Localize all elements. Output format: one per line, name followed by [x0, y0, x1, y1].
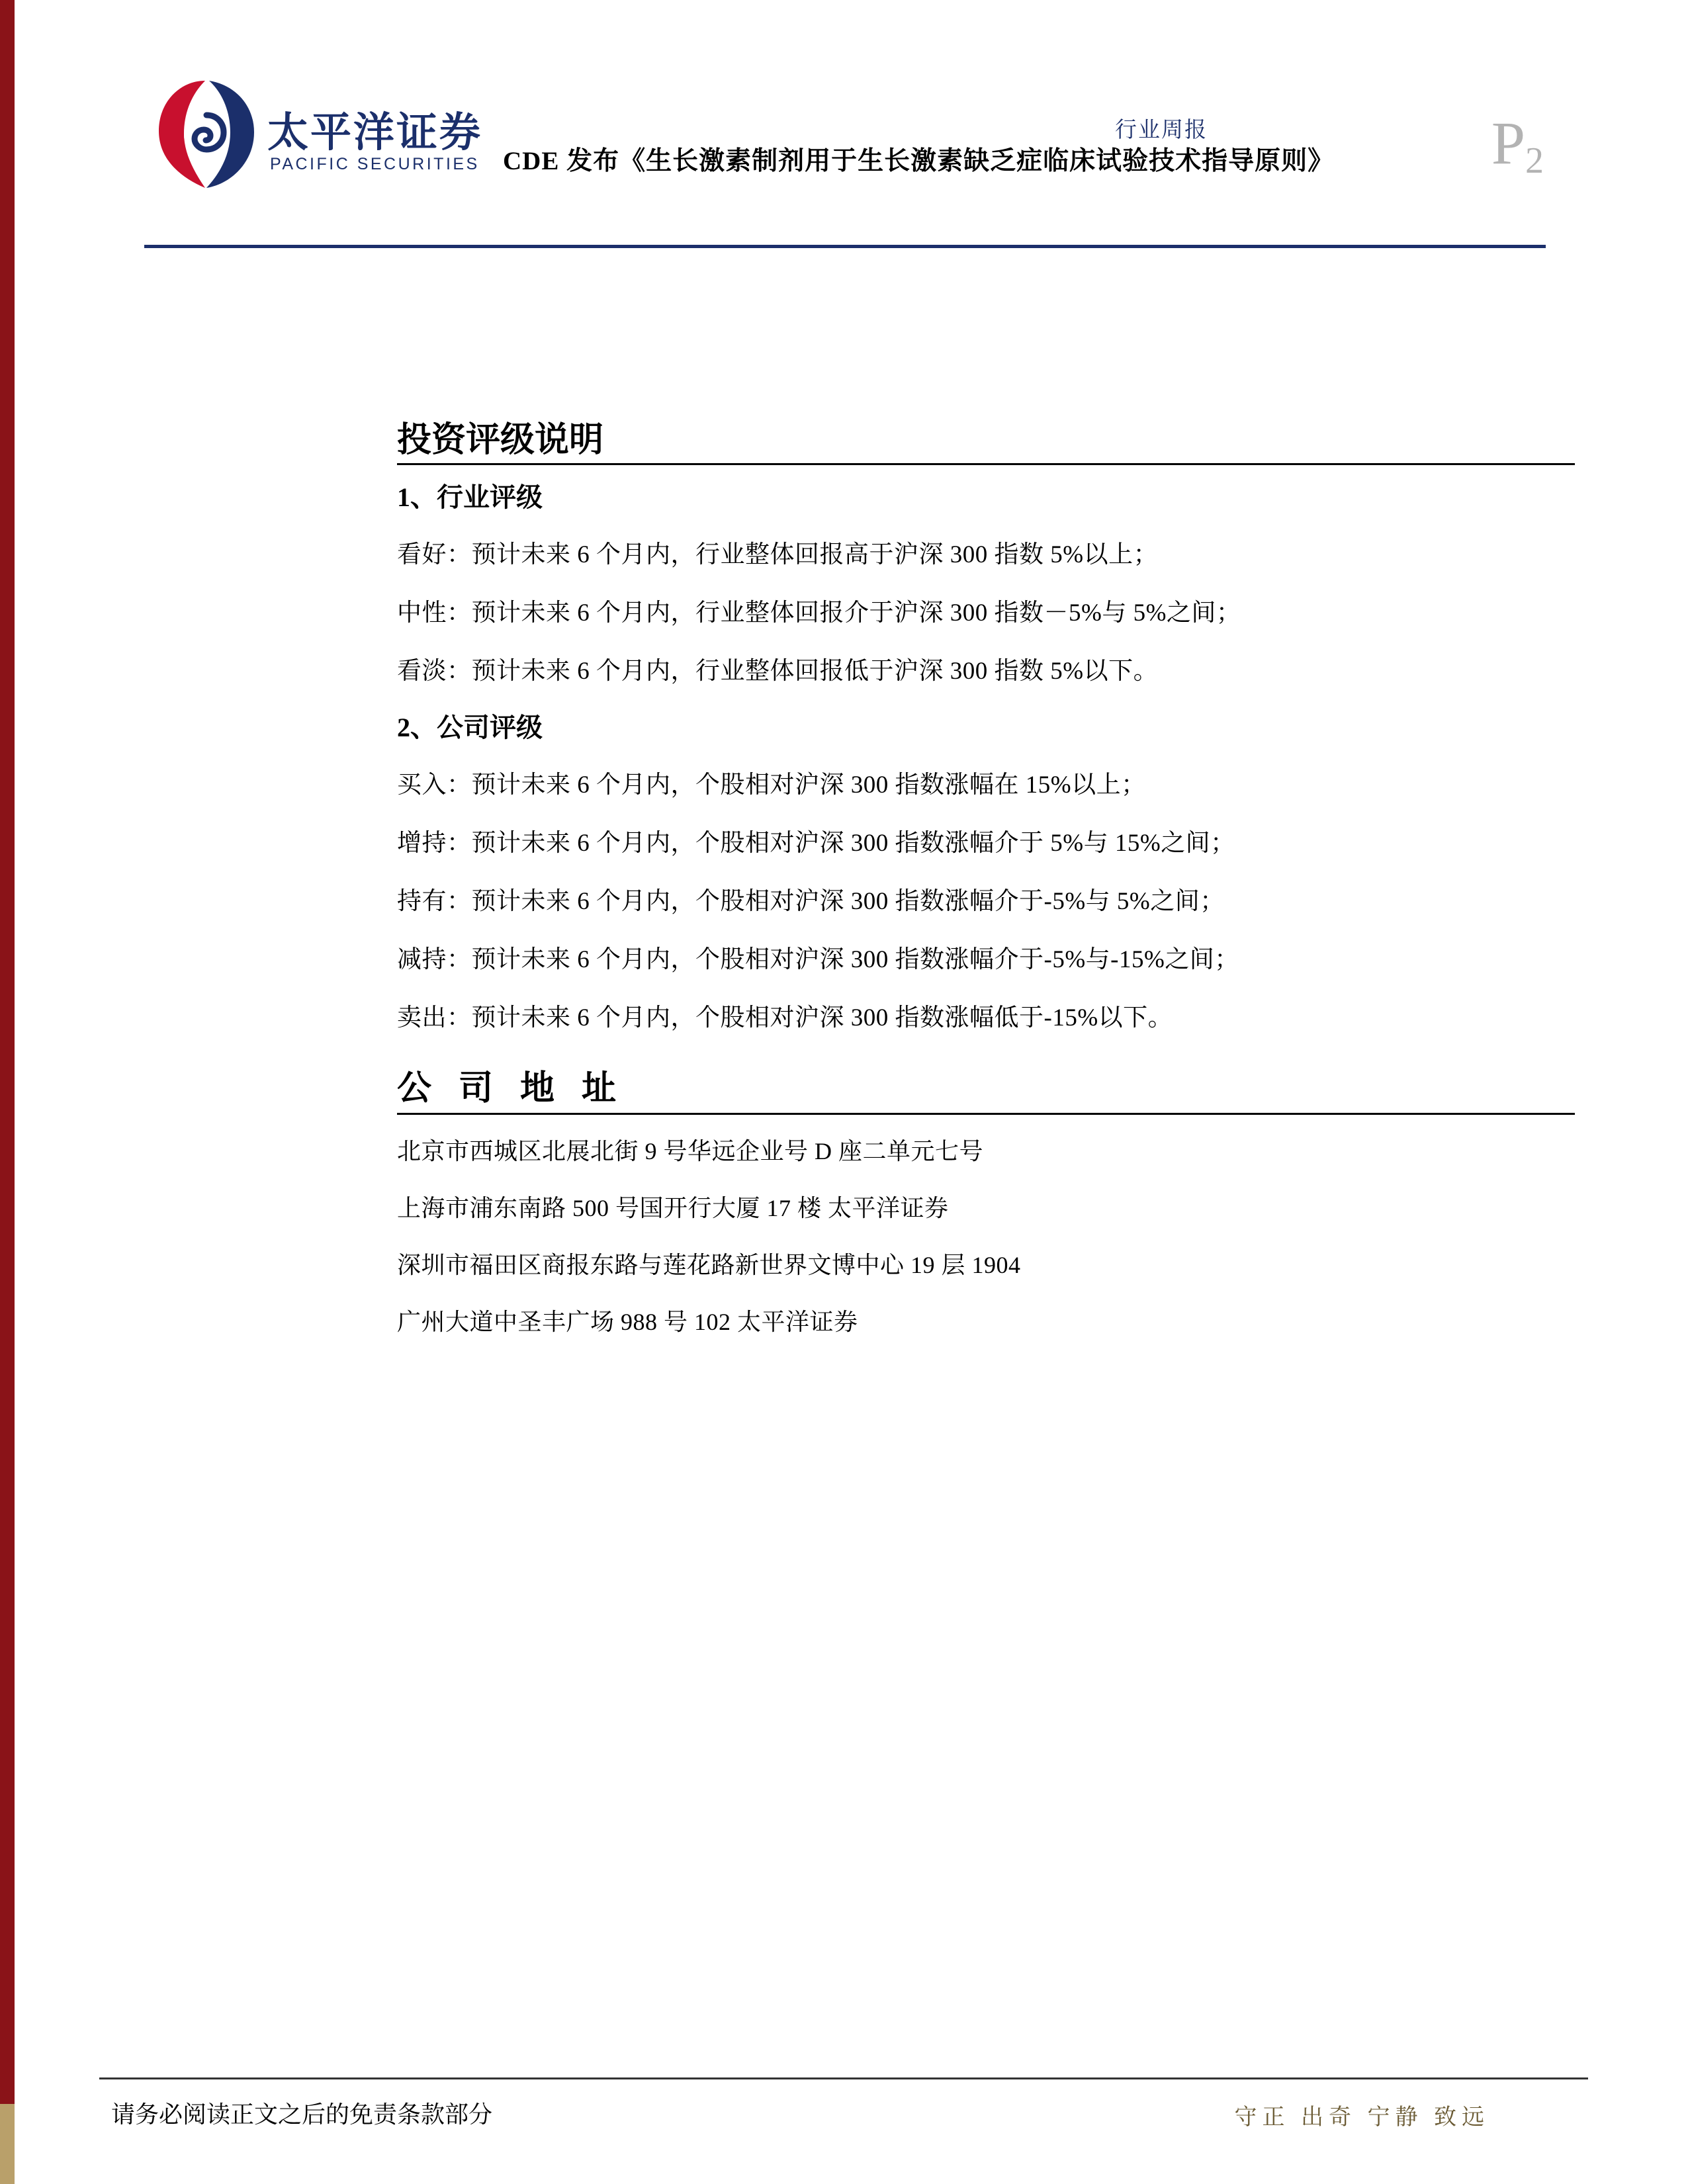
company-rating-line: 卖出：预计未来 6 个月内，个股相对沪深 300 指数涨幅低于-15%以下。: [397, 1004, 1173, 1031]
address-line: 上海市浦东南路 500 号国开行大厦 17 楼 太平洋证券: [397, 1195, 949, 1221]
left-accent-gold: [0, 2104, 15, 2184]
industry-rating-heading: 1、行业评级: [397, 482, 543, 512]
page-number-prefix: P: [1491, 109, 1525, 177]
page-number-indicator: [1491, 109, 1544, 181]
pacific-securities-logo-icon: [154, 78, 259, 191]
address-line: 深圳市福田区商报东路与莲花路新世界文博中心 19 层 1904: [397, 1252, 1021, 1278]
footer-divider: [99, 2077, 1588, 2079]
company-rating-line: 增持：预计未来 6 个月内，个股相对沪深 300 指数涨幅介于 5%与 15%之间；: [397, 830, 1235, 857]
page-header: [0, 0, 1688, 251]
footer-disclaimer: 请务必阅读正文之后的免责条款部分: [111, 2101, 493, 2128]
logo-text-en: PACIFIC SECURITIES: [270, 155, 480, 173]
industry-rating-line: 看淡：预计未来 6 个月内，行业整体回报低于沪深 300 指数 5%以下。: [397, 658, 1159, 685]
page-number-value: 2: [1525, 140, 1544, 181]
industry-rating-line: 中性：预计未来 6 个月内，行业整体回报介于沪深 300 指数－5%与 5%之间；: [397, 599, 1241, 627]
logo-text-cn: 太平洋证券: [267, 110, 483, 155]
header-divider: [144, 245, 1546, 248]
header-document-title: CDE 发布《生长激素制剂用于生长激素缺乏症临床试验技术指导原则》: [503, 147, 1335, 175]
header-kicker: 行业周报: [1115, 117, 1208, 142]
address-line: 广州大道中圣丰广场 988 号 102 太平洋证券: [397, 1309, 858, 1335]
left-accent-bar: [0, 0, 15, 2184]
address-section-title: 公 司 地 址: [397, 1070, 626, 1108]
industry-rating-line: 看好：预计未来 6 个月内，行业整体回报高于沪深 300 指数 5%以上；: [397, 541, 1159, 568]
rating-section-rule: [397, 463, 1575, 465]
left-accent-red: [0, 0, 15, 2104]
footer-slogan: 守正 出奇 宁静 致远: [1234, 2105, 1489, 2130]
company-rating-heading: 2、公司评级: [397, 713, 543, 742]
company-rating-line: 持有：预计未来 6 个月内，个股相对沪深 300 指数涨幅介于-5%与 5%之间；: [397, 888, 1225, 915]
rating-section-title: 投资评级说明: [397, 421, 604, 459]
company-rating-line: 减持：预计未来 6 个月内，个股相对沪深 300 指数涨幅介于-5%与-15%之间；: [397, 946, 1239, 973]
address-line: 北京市西城区北展北街 9 号华远企业号 D 座二单元七号: [397, 1138, 983, 1164]
company-rating-line: 买入：预计未来 6 个月内，个股相对沪深 300 指数涨幅在 15%以上；: [397, 771, 1146, 799]
address-section-rule: [397, 1113, 1575, 1115]
company-logo: [154, 78, 504, 204]
